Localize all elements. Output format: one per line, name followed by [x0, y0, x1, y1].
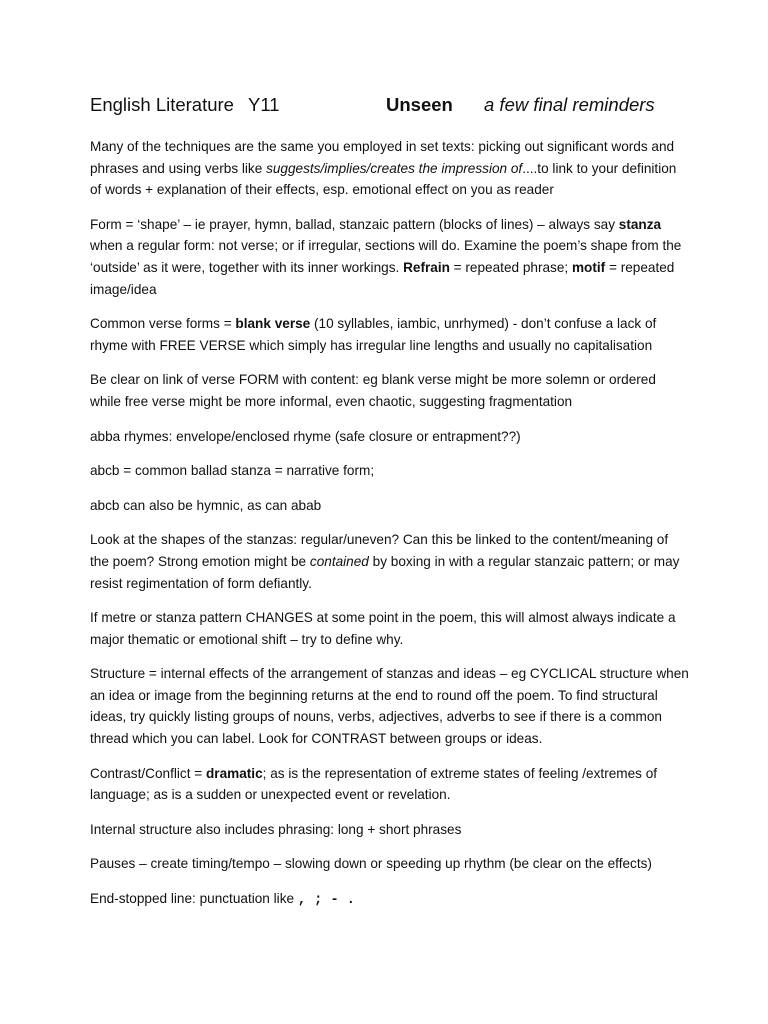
paragraph-form-content: Be clear on link of verse FORM with content: eg blank verse might be more solemn or ordered while free verse might be more informal, even chaotic, suggesting fragmentation — [90, 372, 656, 409]
paragraph-phrasing: Internal structure also includes phrasing: long + short phrases — [90, 821, 462, 837]
punctuation-marks: , ; - . — [297, 893, 355, 909]
paragraph-stanza-shapes: Look at the shapes of the stanzas: regular/uneven? Can this be linked to the content/meaning of the poem? Strong emotion might be contained by boxing in with a regular stanzaic pattern; or may resist regimentation of form defiantly. — [90, 532, 680, 591]
paragraph-abba: abba rhymes: envelope/enclosed rhyme (safe closure or entrapment??) — [90, 428, 521, 444]
paragraph-pauses: Pauses – create timing/tempo – slowing down or speeding up rhythm (be clear on the effects) — [90, 856, 652, 872]
paragraph-end-stopped: End-stopped line: punctuation like , ; - . — [90, 891, 355, 909]
paragraph-techniques: Many of the techniques are the same you employed in set texts: picking out significant words and phrases and using verbs like suggests/implies/creates the impression of....to link to your definition of words + explanation of their effects, esp. emotional effect on you as reader — [90, 139, 677, 198]
document-header — [90, 94, 690, 124]
paragraph-form: Form = ‘shape’ – ie prayer, hymn, ballad, stanzaic pattern (blocks of lines) – always say stanza when a regular form: not verse; or if irregular, sections will do. Examine the poem’s shape from the ‘outside’ as it were, together with its inner workings. Refrain = repeated phrase; motif = repeated image/idea — [90, 216, 682, 297]
reminders-subtitle: a few final reminders — [484, 94, 655, 115]
unseen-heading: Unseen — [386, 94, 453, 115]
course-title: English Literature Y11 — [90, 94, 280, 115]
paragraph-verse-forms: Common verse forms = blank verse (10 syllables, iambic, unrhymed) - don’t confuse a lack of rhyme with FREE VERSE which simply has irregular line lengths and usually no capitalisation — [90, 316, 657, 353]
paragraph-metre-changes: If metre or stanza pattern CHANGES at some point in the poem, this will almost always indicate a major thematic or emotional shift – try to define why. — [90, 610, 676, 647]
year-label: Y11 — [247, 94, 280, 115]
paragraph-contrast: Contrast/Conflict = dramatic; as is the representation of extreme states of feeling /extremes of language; as is a sudden or unexpected event or revelation. — [90, 765, 658, 803]
paragraph-structure: Structure = internal effects of the arrangement of stanzas and ideas – eg CYCLICAL structure when an idea or image from the beginning returns at the end to round off the poem. To find structural ideas, try quickly listing groups of nouns, verbs, adjectives, adverbs to see if there is a common thread which you can label. Look for CONTRAST between groups or ideas. — [90, 666, 689, 747]
paragraph-abcb-hymnic: abcb can also be hymnic, as can abab — [90, 497, 322, 513]
paragraph-abcb-ballad: abcb = common ballad stanza = narrative form; — [90, 463, 375, 479]
document-page — [90, 94, 690, 925]
